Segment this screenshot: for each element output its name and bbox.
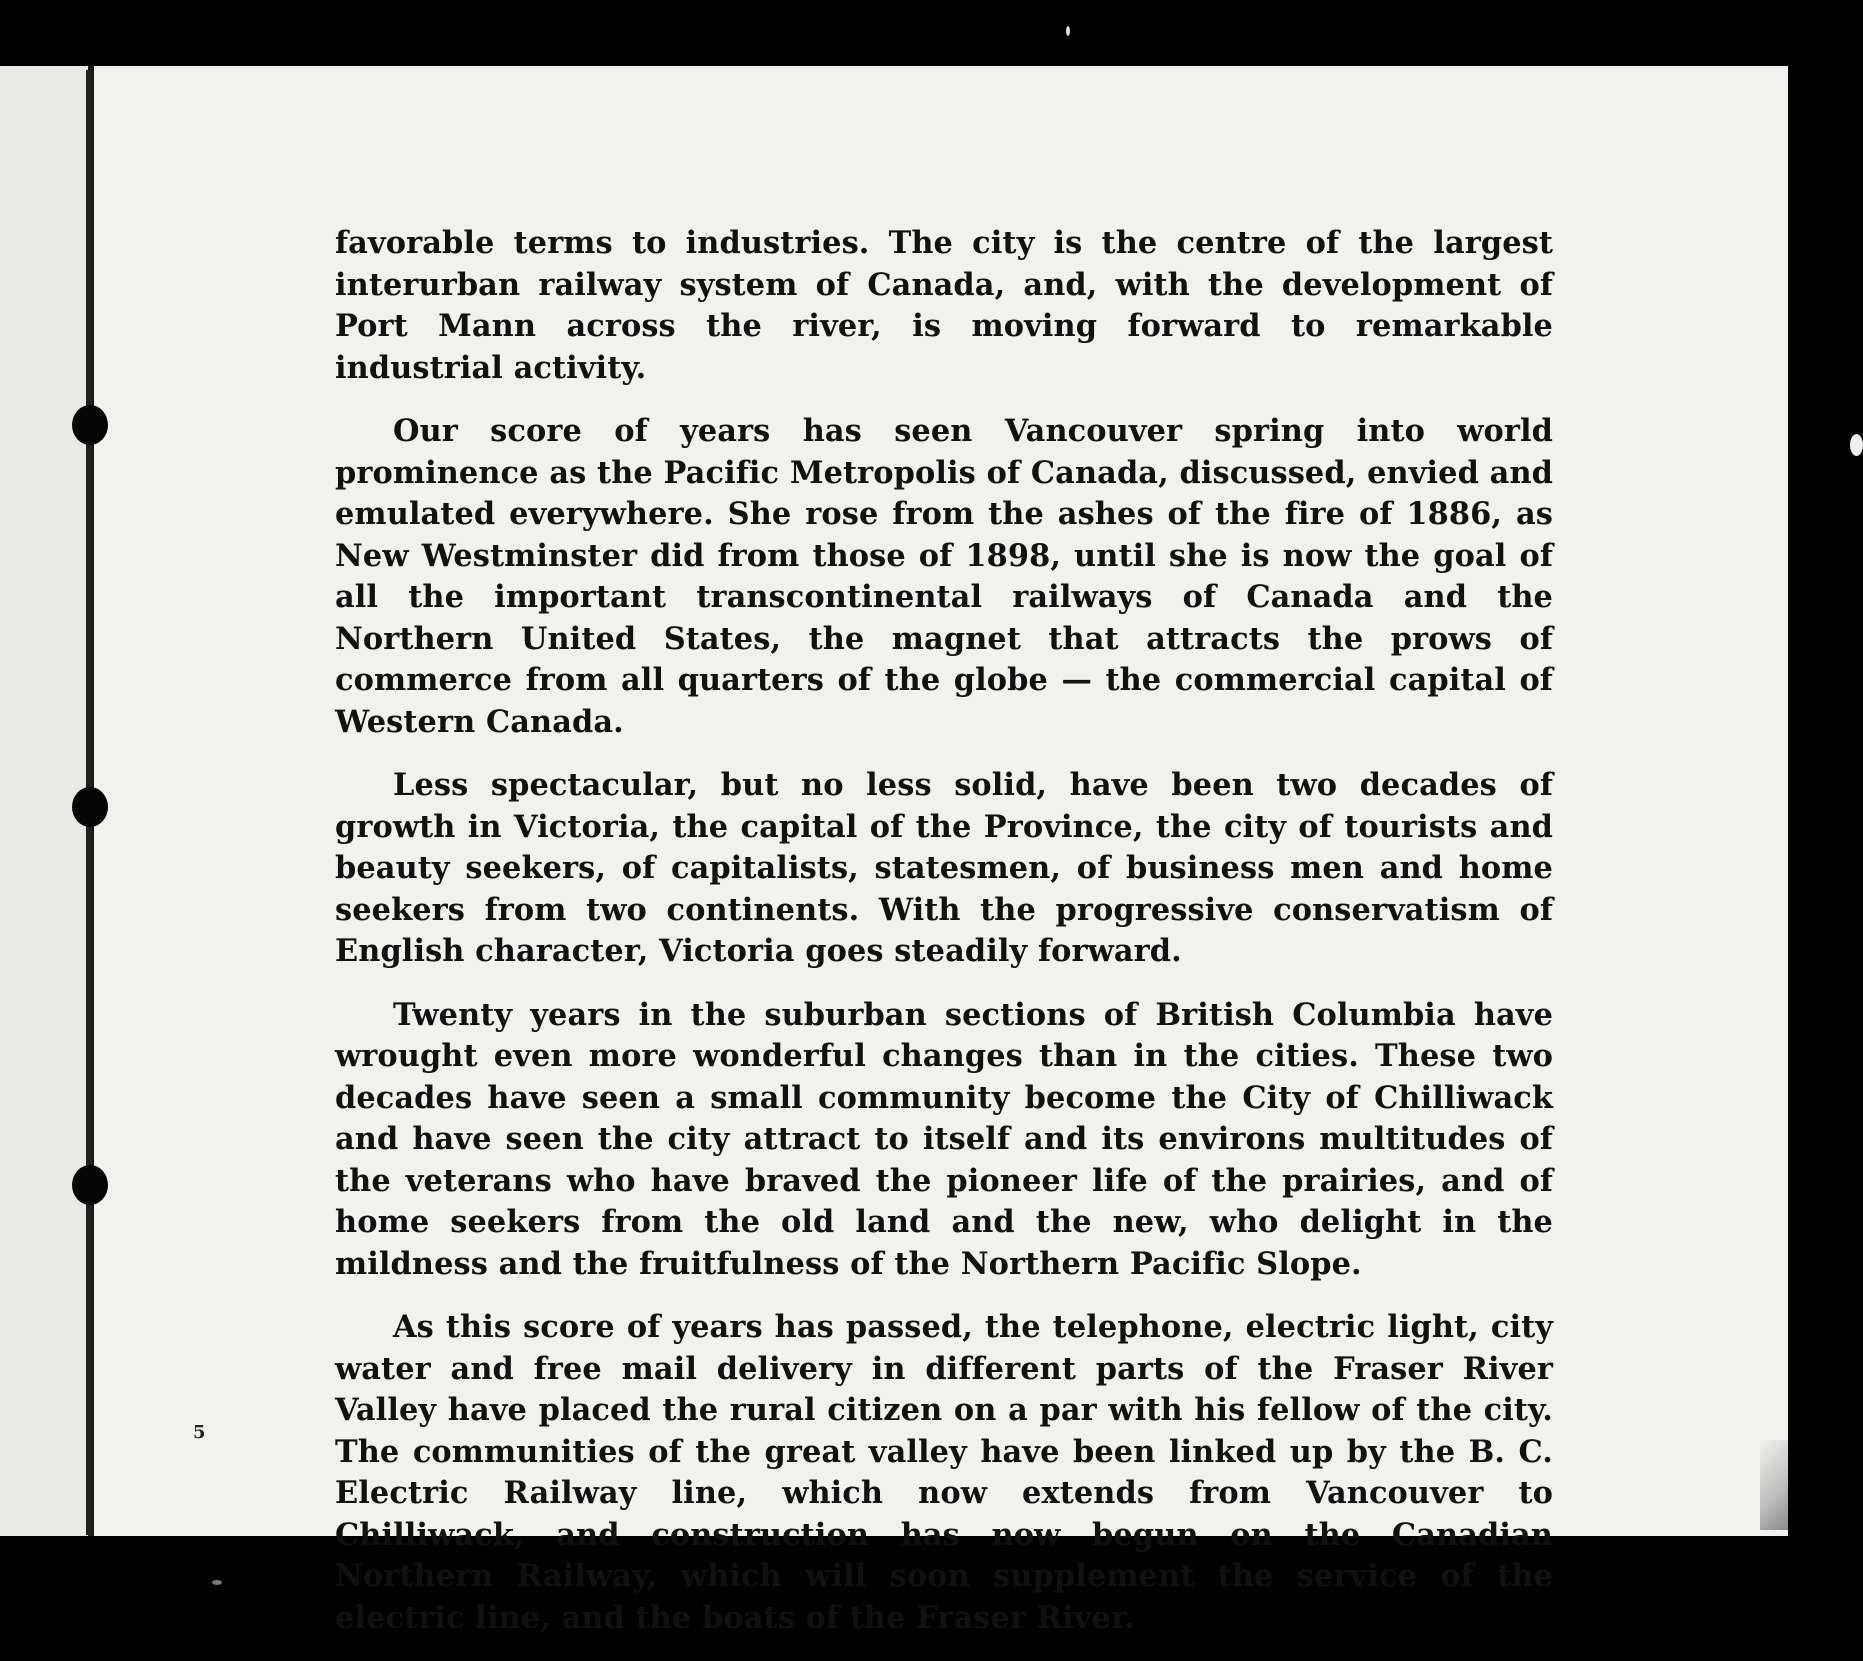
scan-speck <box>1850 434 1863 456</box>
page-number: 5 <box>193 1422 206 1443</box>
punch-hole-icon <box>72 787 108 827</box>
paragraph: favorable terms to industries. The city is the centre of the largest interurban railway system of Canada, and, with the development of Port Mann across the river, is moving forward to remarkable industrial activity. <box>335 225 1553 386</box>
paragraph: As this score of years has passed, the telephone, electric light, city water and free mail delivery in different parts of the Fraser River Valley have placed the rural citizen on a par with his fellow of the city. The communities of the great valley have been linked up by the B. C. Electric Railway line, which now extends from Vancouver to Chilliwack, and construction has now begun on the Canadian Northern Railway, which will soon supplement the service of the electric line, and the boats of the Fraser River. <box>335 1309 1553 1636</box>
scan-speck <box>212 1580 222 1585</box>
body-text <box>335 223 1553 1661</box>
paragraph: Twenty years in the suburban sections of British Columbia have wrought even more wonderful changes than in the cities. These two decades have seen a small community become the City of Chilliwack and have seen the city attract to itself and its environs multitudes of the veterans who have braved the pioneer life of the prairies, and of home seekers from the old land and the new, who delight in the mildness and the fruitfulness of the Northern Pacific Slope. <box>335 996 1553 1282</box>
paragraph: Less spectacular, but no less solid, have been two decades of growth in Victoria, the capital of the Province, the city of tourists and beauty seekers, of capitalists, statesmen, of business men and home seekers from two continents. With the progressive conservatism of English character, Victoria goes steadily forward. <box>335 767 1553 969</box>
punch-hole-icon <box>72 405 108 445</box>
scan-speck <box>1066 26 1070 36</box>
punch-hole-icon <box>72 1165 108 1205</box>
paragraph: Our score of years has seen Vancouver spring into world prominence as the Pacific Metropolis of Canada, discussed, envied and emulated everywhere. She rose from the ashes of the fire of 1886, as New Westminster did from those of 1898, until she is now the goal of all the important transcontinental railways of Canada and the Northern United States, the magnet that attracts the prows of commerce from all quarters of the globe — the commercial capital of Western Canada. <box>335 413 1553 740</box>
page-corner-shadow <box>1760 1440 1788 1530</box>
